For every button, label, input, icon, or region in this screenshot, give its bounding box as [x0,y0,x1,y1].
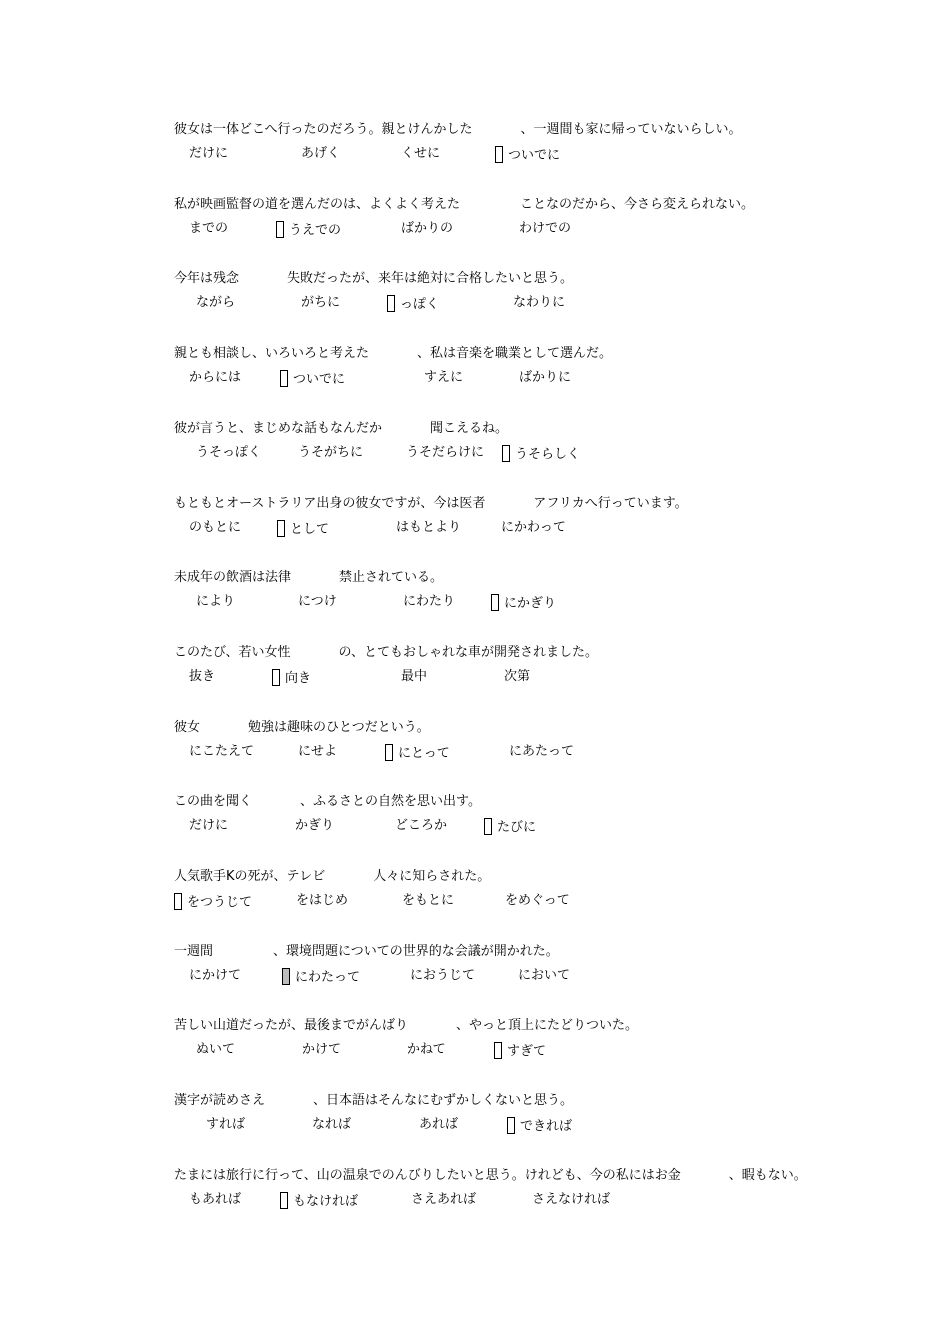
sentence-after-blank: 禁止されている。 [339,570,444,586]
answer-option-label: にわたって [295,969,361,985]
question-1 [0,122,950,182]
question-5 [0,421,950,481]
answer-option-label: として [290,521,330,537]
answer-option-label: にこたえて [189,743,255,759]
answer-option[interactable] [385,744,450,762]
answer-option[interactable] [402,893,454,909]
answer-option-label: におうじて [410,967,476,983]
answer-option-label: うそがちに [298,444,364,460]
answer-option[interactable] [502,445,580,463]
answer-option-label: もなければ [293,1193,359,1209]
answer-option-label: あげく [301,146,341,161]
question-sentence [174,421,508,437]
question-6 [0,496,950,556]
answer-option-label: につけ [298,594,337,610]
question-sentence [174,645,598,661]
answer-option-label: により [196,594,236,610]
selected-answer-box-icon [387,295,395,312]
answer-option[interactable] [407,1042,446,1058]
answer-option[interactable] [396,520,461,536]
answer-option[interactable] [501,520,566,536]
selected-answer-box-icon [280,1192,288,1209]
answer-option[interactable] [196,594,235,610]
selected-answer-box-icon [282,968,290,985]
answer-option[interactable] [196,295,235,311]
sentence-before-blank: 苦しい山道だったが、最後までがんばり [174,1018,409,1034]
answer-option-label: において [518,967,571,983]
answer-option-label: がちに [301,295,341,311]
answer-option[interactable] [189,520,241,536]
question-sentence [174,122,742,138]
question-15 [0,1168,950,1228]
answer-option[interactable] [276,221,341,239]
sentence-before-blank: 一週間 [174,943,214,959]
answer-option[interactable] [406,445,484,461]
answer-option[interactable] [196,445,261,461]
answer-option[interactable] [295,818,334,834]
answer-option[interactable] [395,818,447,834]
answer-option-label: うえでの [289,222,342,238]
question-12 [0,944,950,1004]
answer-option-label: ながら [196,295,236,311]
answer-option-label: なれば [312,1117,352,1133]
answer-option[interactable] [484,818,536,836]
sentence-before-blank: 人気歌手Kの死が、テレビ [174,869,326,884]
sentence-before-blank: 今年は残念 [174,271,240,287]
sentence-before-blank: 彼女 [174,719,201,735]
sentence-before-blank: 漢字が読めさえ [174,1093,266,1109]
answer-option[interactable] [282,968,360,986]
question-sentence [174,1093,573,1109]
answer-option[interactable] [189,968,241,984]
answer-option[interactable] [507,1117,572,1135]
answer-option[interactable] [189,669,215,685]
sentence-after-blank: の、とてもおしゃれな車が開発されました。 [338,644,598,660]
question-13 [0,1018,950,1078]
question-9 [0,720,950,780]
answer-option-label: までの [189,220,229,236]
question-sentence [174,794,481,810]
question-11 [0,869,950,929]
answer-option-label: かけて [302,1042,342,1058]
answer-option[interactable] [519,370,571,386]
answer-option-label: なわりに [513,295,566,311]
answer-option-label: のもとに [189,519,242,535]
answer-option[interactable] [196,1042,235,1058]
answer-option[interactable] [419,1117,458,1133]
answer-option-label: くせに [401,146,441,161]
answer-option-label: っぽく [400,297,440,313]
question-sentence [174,869,490,885]
answer-option-label: 向き [285,670,312,686]
answer-option-label: 抜き [189,668,216,684]
answer-option-label: さえなければ [532,1191,611,1207]
answer-option-label: できれば [520,1119,573,1135]
answer-option-label: たびに [497,820,537,836]
answer-option[interactable] [189,370,241,386]
answer-option[interactable] [298,594,337,610]
sentence-after-blank: 、日本語はそんなにむずかしくないと思う。 [313,1093,574,1109]
answer-option[interactable] [513,295,565,311]
answer-option[interactable] [410,968,475,984]
selected-answer-box-icon [507,1117,515,1134]
sentence-before-blank: もともとオーストラリア出身の彼女ですが、今は医者 [174,495,486,511]
answer-option[interactable] [401,146,440,162]
answer-option-label: をつうじて [187,895,253,910]
answer-option-label: うそだらけに [406,444,485,460]
answer-option-label: にあたって [509,743,575,759]
question-7 [0,570,950,630]
answer-option-label: をはじめ [296,893,349,908]
sentence-before-blank: このたび、若い女性 [174,644,291,660]
answer-option-label: ついでに [293,372,346,388]
sentence-after-blank: 、やっと頂上にたどりついた。 [456,1018,639,1034]
selected-answer-box-icon [491,594,499,611]
question-sentence [174,1018,638,1034]
sentence-before-blank: 私が映画監督の道を選んだのは、よくよく考えた [174,196,461,212]
answer-option-label: ばかりに [519,370,572,386]
selected-answer-box-icon [277,520,285,537]
answer-option[interactable] [519,221,571,237]
sentence-before-blank: この曲を聞く [174,794,253,810]
question-sentence [174,271,573,287]
answer-option-label: すえに [424,370,464,386]
answer-option-label: だけに [189,146,229,161]
answer-option[interactable] [280,370,345,388]
selected-answer-box-icon [276,221,284,238]
answer-option[interactable] [424,370,463,386]
answer-option[interactable] [401,669,427,685]
answer-option[interactable] [532,1192,610,1208]
answer-option[interactable] [495,146,560,164]
answer-option[interactable] [277,520,329,538]
question-sentence [174,570,443,586]
sentence-after-blank: アフリカへ行っています。 [533,495,688,511]
answer-option-label: にせよ [298,743,338,759]
answer-option-label: うそっぽく [196,444,262,460]
sentence-after-blank: 聞こえるね。 [430,420,509,436]
answer-option[interactable] [189,744,254,760]
answer-option-label: をめぐって [505,893,570,908]
answer-option-label: 最中 [401,668,428,684]
answer-option-label: にわたり [403,594,456,610]
answer-option-label: ついでに [508,148,561,163]
answer-option[interactable] [494,1042,546,1060]
answer-option[interactable] [312,1117,351,1133]
answer-option-label: 次第 [504,668,531,684]
question-2 [0,197,950,257]
answer-option[interactable] [401,221,453,237]
answer-option[interactable] [298,445,363,461]
sentence-after-blank: 、ふるさとの自然を思い出す。 [300,794,481,810]
answer-option[interactable] [189,221,228,237]
answer-option[interactable] [189,1192,241,1208]
answer-option-label: もあれば [189,1191,242,1207]
answer-option-label: はもとより [396,519,462,535]
answer-option-label: うそらしく [515,446,581,462]
selected-answer-box-icon [484,818,492,835]
answer-option-label: からには [189,370,242,386]
sentence-before-blank: 未成年の飲酒は法律 [174,570,292,586]
answer-option[interactable] [504,669,530,685]
answer-option-label: にとって [398,745,450,761]
answer-option[interactable] [296,893,348,909]
answer-option-label: すぎて [507,1044,547,1060]
selected-answer-box-icon [280,370,288,387]
question-4 [0,346,950,406]
selected-answer-box-icon [272,669,280,686]
answer-option-label: をもとに [402,893,455,908]
selected-answer-box-icon [494,1042,502,1059]
answer-option-label: にかわって [501,519,566,535]
question-10 [0,794,950,854]
answer-option-label: にかけて [189,967,242,983]
sentence-after-blank: 、私は音楽を職業として選んだ。 [417,346,613,362]
sentence-after-blank: ことなのだから、今さら変えられない。 [520,196,755,212]
answer-option-label: ばかりの [401,220,454,236]
answer-option[interactable] [189,146,228,162]
answer-option-label: かねて [407,1042,446,1058]
answer-option[interactable] [509,744,574,760]
question-sentence [174,496,688,512]
answer-option-label: さえあれば [411,1191,477,1207]
answer-option[interactable] [174,893,252,911]
answer-option[interactable] [301,146,340,162]
sentence-before-blank: 彼が言うと、まじめな話もなんだか [174,420,383,436]
answer-option[interactable] [387,295,439,313]
selected-answer-box-icon [495,146,503,163]
answer-option[interactable] [301,295,340,311]
question-8 [0,645,950,705]
answer-option[interactable] [298,744,337,760]
sentence-before-blank: 親とも相談し、いろいろと考えた [174,346,370,362]
answer-option-label: ぬいて [196,1042,236,1058]
selected-answer-box-icon [174,893,182,910]
sentence-after-blank: 失敗だったが、来年は絶対に合格したいと思う。 [287,271,574,287]
answer-option[interactable] [189,818,228,834]
answer-option[interactable] [518,968,570,984]
answer-option[interactable] [403,594,455,610]
answer-option[interactable] [505,893,570,909]
sentence-after-blank: 、一週間も家に帰っていないらしい。 [520,122,742,137]
question-sentence [174,346,612,362]
sentence-after-blank: 勉強は趣味のひとつだという。 [248,719,430,735]
answer-option[interactable] [272,669,311,687]
question-sentence [174,720,430,736]
answer-option-label: かぎり [295,818,335,834]
question-sentence [174,944,559,960]
answer-option-label: だけに [189,818,229,834]
sentence-after-blank: 人々に知らされた。 [373,869,491,884]
question-sentence [174,197,754,213]
question-3 [0,271,950,331]
answer-option[interactable] [206,1117,245,1133]
question-14 [0,1093,950,1153]
sentence-after-blank: 、暇もない。 [728,1167,807,1183]
sentence-before-blank: 彼女は一体どこへ行ったのだろう。親とけんかした [174,122,473,137]
sentence-before-blank: たまには旅行に行って、山の温泉でのんびりしたいと思う。けれども、今の私にはお金 [174,1167,681,1183]
answer-option[interactable] [411,1192,476,1208]
answer-option[interactable] [302,1042,341,1058]
answer-option[interactable] [491,594,556,612]
sentence-after-blank: 、環境問題についての世界的な会議が開かれた。 [273,943,559,959]
answer-option-label: どころか [395,818,448,834]
answer-option-label: にかぎり [504,596,557,612]
selected-answer-box-icon [502,445,510,462]
answer-option-label: すれば [206,1117,246,1133]
answer-option-label: あれば [419,1117,459,1133]
selected-answer-box-icon [385,744,393,761]
answer-option[interactable] [280,1192,358,1210]
answer-option-label: わけでの [519,220,572,236]
question-sentence [174,1168,807,1184]
